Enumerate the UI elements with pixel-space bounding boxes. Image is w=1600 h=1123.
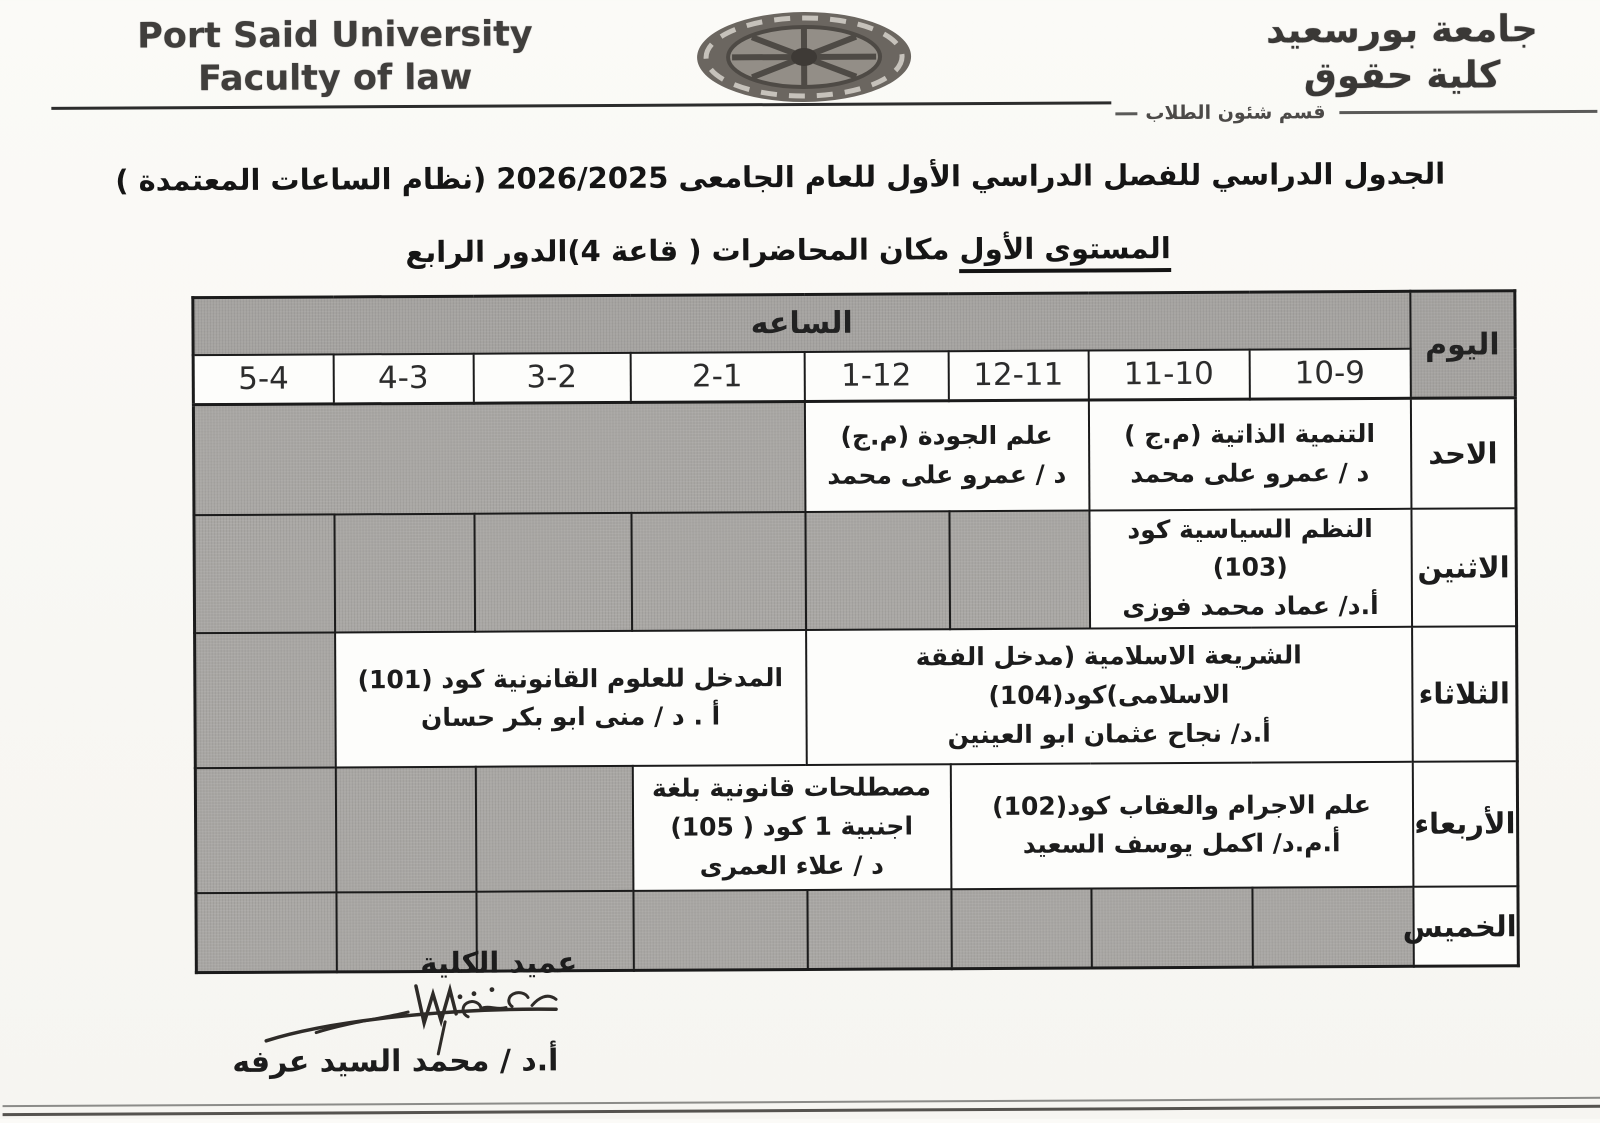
course-name: علم الاجرام والعقاب كود(102): [951, 785, 1411, 826]
day-cell: الاثنين: [1411, 508, 1517, 627]
empty-slot: [633, 890, 807, 971]
day-cell: الثلاثاء: [1412, 626, 1518, 762]
document-title: الجدول الدراسي للفصل الدراسي الأول للعام الجامعى 2026/2025 (نظام الساعات المعتمدة ): [0, 156, 1563, 198]
hour-label: 10-9: [1249, 348, 1410, 399]
schedule-row: [193, 398, 1516, 515]
lecturer-name: أ . د / منى ابو بكر حسان: [336, 697, 805, 738]
empty-slot: [334, 513, 475, 632]
course-cell: [632, 764, 951, 891]
scan-edge-line: [3, 1105, 1600, 1116]
course-name: النظم السياسية كود (103): [1090, 509, 1410, 588]
course-name: مصطلحات قانونية بلغة اجنبية 1 كود ( 105): [633, 768, 949, 847]
hour-label: 1-12: [804, 351, 948, 402]
hour-label: 2-1: [630, 351, 804, 402]
empty-slot: [631, 511, 806, 630]
letterhead-arabic: [1237, 6, 1567, 100]
schedule-body: [193, 398, 1518, 973]
lecturer-name: د / عمرو على محمد: [1090, 454, 1410, 494]
course-cell: [806, 627, 1413, 765]
empty-slot: [195, 632, 336, 768]
empty-slot: [475, 766, 633, 892]
location-label: مكان المحاضرات ( قاعة 4)الدور الرابع: [405, 232, 949, 269]
letterhead-divider-line: [51, 101, 1111, 110]
department-name: قسم شئون الطلاب: [1145, 101, 1325, 124]
empty-slot: [951, 888, 1091, 969]
lecturer-name: أ.م.د/ اكمل يوسف السعيد: [952, 824, 1412, 865]
empty-slot: [196, 892, 336, 973]
course-cell: [1089, 508, 1412, 628]
empty-slot: [195, 767, 336, 893]
empty-slot: [805, 511, 950, 630]
department-line: [1115, 100, 1597, 125]
course-name: التنمية الذاتية (م.ج ): [1089, 415, 1409, 455]
day-cell: الأربعاء: [1412, 761, 1518, 887]
day-cell: الاحد: [1410, 398, 1516, 509]
lecturer-name: أ.د/ عماد محمد فوزى: [1090, 587, 1410, 627]
document-subtitle: [0, 229, 1578, 271]
faculty-name-en: Faculty of law: [65, 56, 605, 102]
department-rule: [1340, 109, 1598, 113]
timetable: [191, 289, 1520, 974]
lecturer-name: د / عمرو على محمد: [806, 455, 1088, 495]
hour-label: 12-11: [948, 350, 1088, 401]
university-seal-icon: [690, 5, 919, 108]
schedule-row: [194, 508, 1517, 633]
empty-slot: [335, 766, 476, 892]
course-cell: [335, 630, 807, 767]
dean-name: أ.د / محمد السيد عرفه: [180, 1043, 610, 1080]
faculty-name-ar: كلية حقوق: [1237, 52, 1567, 100]
empty-slot: [474, 512, 632, 631]
hour-label: 11-10: [1088, 349, 1249, 400]
empty-slot: [807, 889, 951, 970]
dean-title: عميد الكلية: [394, 945, 604, 980]
lecturer-name: أ.د/ نجاح عثمان ابو العينين: [807, 713, 1411, 755]
university-name-en: Port Said University: [65, 13, 605, 59]
hour-label: 3-2: [473, 352, 630, 403]
table-header-row: [193, 291, 1515, 355]
empty-slot: [194, 514, 335, 633]
day-column-header: اليوم: [1410, 291, 1516, 399]
hour-column-header: الساعه: [193, 291, 1410, 354]
lecturer-name: د / علاء العمرى: [634, 846, 950, 886]
level-label: المستوى الأول: [959, 231, 1170, 273]
schedule-row: [195, 626, 1518, 768]
day-cell: الخميس: [1413, 886, 1518, 967]
hours-row: [193, 348, 1515, 405]
empty-slot: [193, 401, 805, 514]
university-name-ar: جامعة بورسعيد: [1237, 6, 1567, 54]
course-name: علم الجودة (م.ج): [805, 416, 1087, 456]
empty-slot: [949, 510, 1090, 629]
dash-rule: [1115, 112, 1137, 115]
schedule-row: [195, 761, 1518, 893]
empty-slot: [1252, 887, 1413, 968]
course-name: الشريعة الاسلامية (مدخل الفقة الاسلامى)كود(104): [807, 636, 1411, 717]
hour-label: 4-3: [333, 353, 473, 404]
course-name: المدخل للعلوم القانونية كود (101): [336, 658, 805, 699]
empty-slot: [1091, 887, 1252, 968]
letterhead-english: [65, 13, 605, 101]
course-cell: [804, 400, 1089, 511]
hour-label: 5-4: [193, 354, 333, 405]
course-cell: [1088, 398, 1411, 510]
course-cell: [950, 762, 1413, 889]
